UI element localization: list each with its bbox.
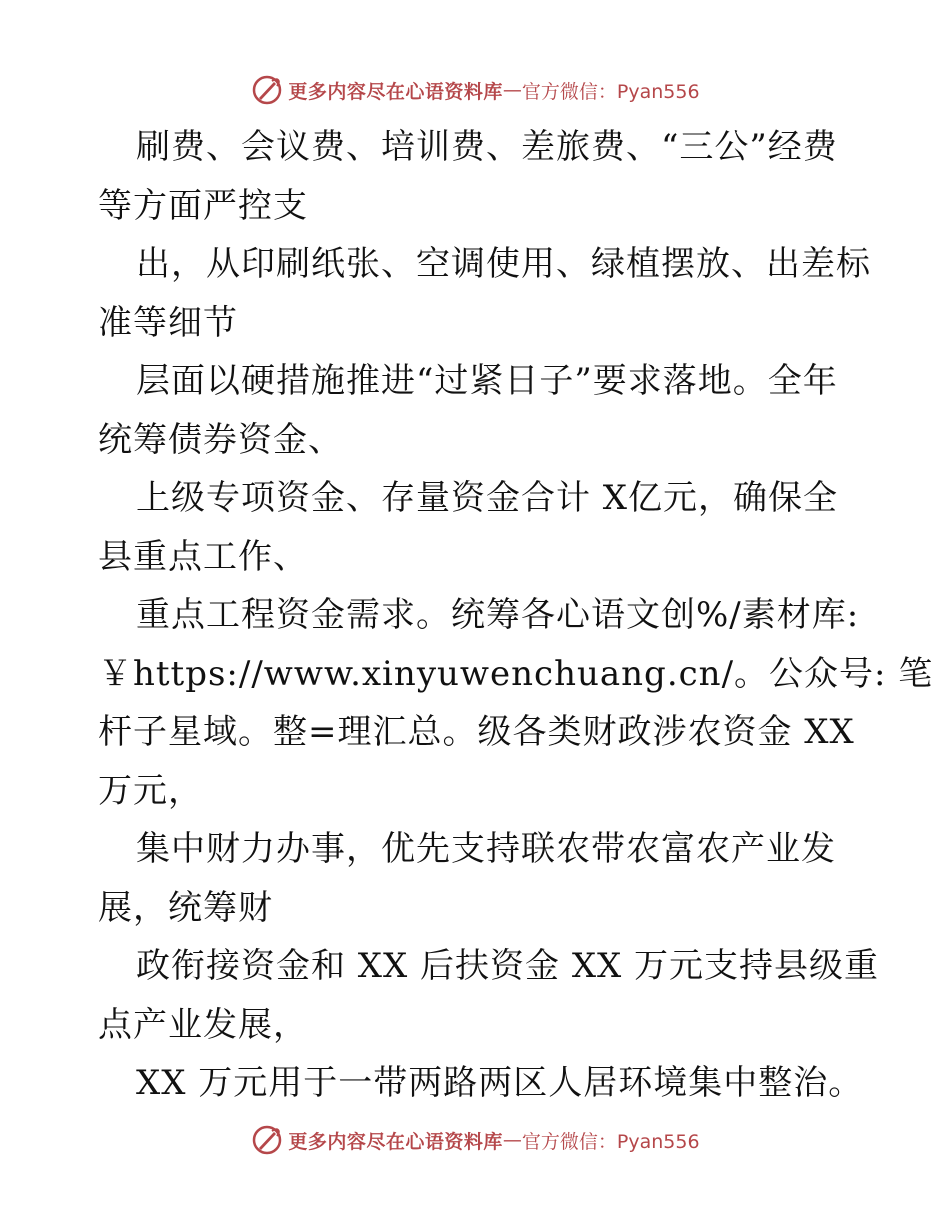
body-line: 展，统筹财 [98, 887, 273, 928]
body-line: ￥https://www.xinyuwenchuang.cn/。公众号: 笔 [98, 653, 934, 694]
watermark-main-text: 更多内容尽在心语资料库 [288, 1130, 503, 1153]
body-line: 层面以硬措施推进“过紧日子”要求落地。全年 [136, 361, 838, 401]
footer-watermark [0, 1120, 950, 1160]
body-line: 集中财力办事，优先支持联农带农富农产业发 [136, 829, 836, 869]
body-line: 等方面严控支 [98, 185, 308, 226]
body-line: 出，从印刷纸张、空调使用、绿植摆放、出差标 [136, 244, 871, 284]
body-line: 统筹债券资金、 [98, 419, 343, 460]
watermark-dash: — [502, 1129, 522, 1151]
quill-seal-icon [250, 1123, 284, 1157]
watermark-wechat-text: 官方微信：Pyan556 [521, 1130, 700, 1153]
quill-seal-icon [250, 73, 284, 107]
body-line: 上级专项资金、存量资金合计 X亿元，确保全 [136, 478, 839, 518]
body-line: 政衔接资金和 XX 后扶资金 XX 万元支持县级重 [136, 946, 880, 986]
body-line: 刷费、会议费、培训费、差旅费、“三公”经费 [136, 127, 838, 167]
watermark-main-text: 更多内容尽在心语资料库 [288, 80, 503, 103]
body-line: 重点工程资金需求。统筹各心语文创%/素材库: [136, 595, 860, 635]
watermark-dash: — [502, 79, 522, 101]
watermark-wechat-text: 官方微信：Pyan556 [521, 80, 700, 103]
body-line: 点产业发展， [98, 1004, 308, 1045]
document-body [98, 118, 934, 1113]
header-watermark [0, 70, 950, 110]
body-line: 万元， [98, 770, 203, 811]
body-line: 杆子星域。整=理汇总。级各类财政涉农资金 XX [98, 712, 855, 752]
body-line: XX 万元用于一带两路两区人居环境集中整治。 [136, 1063, 864, 1103]
body-line: 准等细节 [98, 302, 238, 343]
body-line: 县重点工作、 [98, 536, 308, 577]
